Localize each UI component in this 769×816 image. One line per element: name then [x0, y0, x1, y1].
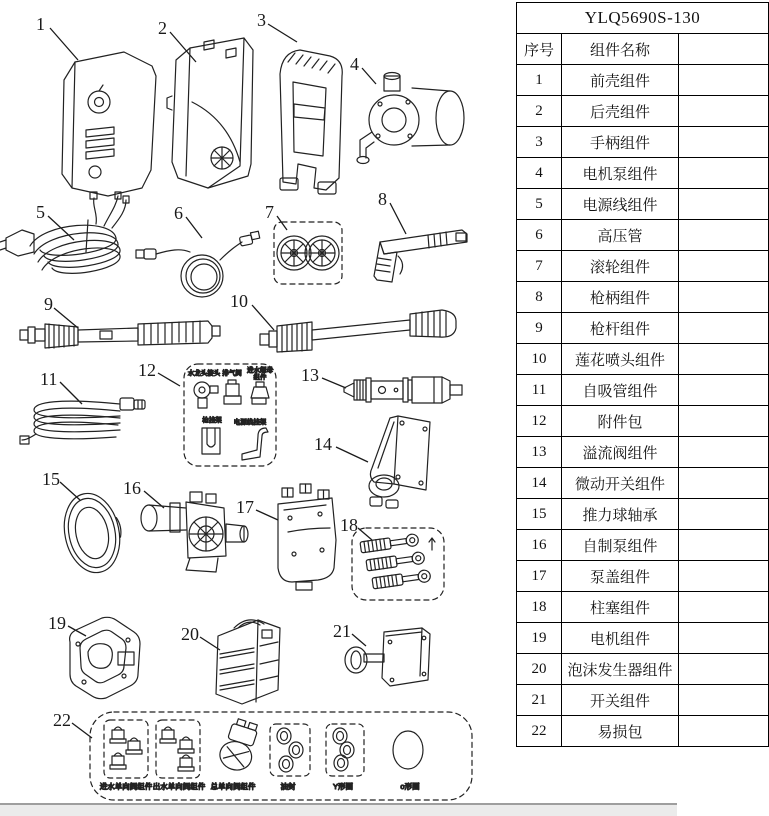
part-8-gun-handle-drawing — [374, 230, 467, 282]
col-header-index: 序号 — [517, 34, 562, 65]
row-num: 19 — [517, 623, 562, 654]
row-name: 推力球轴承 — [562, 499, 679, 530]
callout-20: 20 — [181, 624, 199, 644]
part-4-motor-pump-drawing — [357, 73, 464, 164]
row-name: 高压管 — [562, 220, 679, 251]
callout-22: 22 — [53, 710, 71, 730]
table-row — [517, 468, 769, 499]
row-name: 前壳组件 — [562, 65, 679, 96]
part-18-plungers-drawing — [352, 528, 444, 600]
row-name: 后壳组件 — [562, 96, 679, 127]
table-row — [517, 685, 769, 716]
row-num: 4 — [517, 158, 562, 189]
table-row — [517, 623, 769, 654]
row-num: 16 — [517, 530, 562, 561]
row-name: 枪柄组件 — [562, 282, 679, 313]
row-name: 开关组件 — [562, 685, 679, 716]
label-gun-holder: 枪挂架 — [202, 417, 222, 424]
row-name: 电机泵组件 — [562, 158, 679, 189]
part-6-high-pressure-hose-drawing — [136, 231, 260, 297]
table-row — [517, 65, 769, 96]
row-num: 5 — [517, 189, 562, 220]
callout-8: 8 — [378, 189, 387, 209]
table-row — [517, 189, 769, 220]
row-num: 14 — [517, 468, 562, 499]
row-name: 附件包 — [562, 406, 679, 437]
row-name: 泡沫发生器组件 — [562, 654, 679, 685]
callout-7: 7 — [265, 202, 274, 222]
row-num: 21 — [517, 685, 562, 716]
label-vent-valve: 排气阀 — [222, 370, 242, 377]
part-13-overflow-valve-drawing — [344, 377, 462, 403]
part-3-handle-drawing — [280, 50, 342, 194]
row-name: 电机组件 — [562, 623, 679, 654]
callout-9: 9 — [44, 294, 53, 314]
part-5-power-cord-drawing — [0, 192, 129, 273]
callout-2: 2 — [158, 18, 167, 38]
table-row — [517, 592, 769, 623]
callout-13: 13 — [301, 365, 319, 385]
row-num: 17 — [517, 561, 562, 592]
part-21-switch-drawing — [345, 628, 430, 686]
part-17-pump-cover-drawing — [278, 484, 336, 590]
part-12-accessory-pack-drawing — [184, 364, 276, 466]
table-row — [517, 654, 769, 685]
table-row — [517, 406, 769, 437]
table-row — [517, 716, 769, 747]
callout-5: 5 — [36, 202, 45, 222]
row-num: 22 — [517, 716, 562, 747]
table-row — [517, 251, 769, 282]
table-row — [517, 158, 769, 189]
part-1-front-shell-drawing — [62, 52, 156, 196]
callout-6: 6 — [174, 203, 183, 223]
callout-4: 4 — [350, 54, 359, 74]
table-header-row — [517, 34, 769, 65]
row-num: 18 — [517, 592, 562, 623]
col-header-name: 组件名称 — [562, 34, 679, 65]
row-num: 1 — [517, 65, 562, 96]
table-title: YLQ5690S-130 — [517, 3, 769, 34]
row-name: 自吸管组件 — [562, 375, 679, 406]
callout-19: 19 — [48, 613, 66, 633]
callout-14: 14 — [314, 434, 332, 454]
row-num: 2 — [517, 96, 562, 127]
part-9-gun-lance-drawing — [20, 321, 220, 348]
row-name: 微动开关组件 — [562, 468, 679, 499]
table-row — [517, 437, 769, 468]
table-row — [517, 530, 769, 561]
part-14-micro-switch-drawing — [369, 416, 430, 508]
table-row — [517, 499, 769, 530]
row-name: 泵盖组件 — [562, 561, 679, 592]
part-15-thrust-bearing-drawing — [57, 488, 128, 578]
row-num: 11 — [517, 375, 562, 406]
row-name: 枪杆组件 — [562, 313, 679, 344]
label-inlet-nut-2: 组件 — [253, 374, 267, 381]
callout-1: 1 — [36, 14, 45, 34]
part-2-rear-shell-drawing — [167, 38, 253, 188]
callout-10: 10 — [230, 291, 248, 311]
part-16-pump-assembly-drawing — [141, 492, 248, 572]
label-main-check-valve: 总单向阀组件 — [210, 782, 256, 791]
table-row — [517, 96, 769, 127]
row-num: 15 — [517, 499, 562, 530]
row-num: 9 — [517, 313, 562, 344]
callout-3: 3 — [257, 10, 266, 30]
table-row — [517, 220, 769, 251]
callout-16: 16 — [123, 478, 141, 498]
label-faucet-adapter: 水龙头接头 — [187, 370, 221, 377]
row-name: 易损包 — [562, 716, 679, 747]
label-o-ring: o形圈 — [400, 782, 420, 791]
label-outlet-check-valve: 出水单向阀组件 — [152, 782, 206, 791]
label-inlet-check-valve: 进水单向阀组件 — [99, 782, 153, 791]
row-name: 滚轮组件 — [562, 251, 679, 282]
table-row — [517, 561, 769, 592]
part-10-nozzle-lance-drawing — [260, 310, 456, 352]
table-row — [517, 127, 769, 158]
callout-17: 17 — [236, 497, 254, 517]
part-7-wheels-drawing — [274, 222, 342, 284]
row-num: 7 — [517, 251, 562, 282]
page-bottom-strip — [0, 803, 677, 816]
part-11-suction-hose-drawing — [20, 398, 145, 444]
row-num: 12 — [517, 406, 562, 437]
table-row — [517, 375, 769, 406]
row-num: 13 — [517, 437, 562, 468]
label-y-ring: Y形圈 — [332, 782, 354, 791]
row-num: 3 — [517, 127, 562, 158]
row-name: 自制泵组件 — [562, 530, 679, 561]
part-20-foam-generator-drawing — [216, 620, 280, 704]
row-name: 手柄组件 — [562, 127, 679, 158]
row-num: 8 — [517, 282, 562, 313]
callout-18: 18 — [340, 515, 358, 535]
row-num: 6 — [517, 220, 562, 251]
row-num: 20 — [517, 654, 562, 685]
row-name: 电源线组件 — [562, 189, 679, 220]
callout-12: 12 — [138, 360, 156, 380]
callout-21: 21 — [333, 621, 351, 641]
table-row — [517, 282, 769, 313]
label-cord-holder: 电源线挂架 — [233, 419, 267, 426]
callout-11: 11 — [40, 369, 58, 389]
part-19-motor-drawing — [70, 617, 140, 698]
callout-15: 15 — [42, 469, 60, 489]
table-row — [517, 344, 769, 375]
part-22-wear-pack-drawing — [90, 712, 472, 800]
table-row — [517, 313, 769, 344]
table-title-row — [517, 3, 769, 34]
label-oil-seal: 油封 — [280, 782, 296, 791]
row-name: 柱塞组件 — [562, 592, 679, 623]
row-num: 10 — [517, 344, 562, 375]
row-name: 莲花喷头组件 — [562, 344, 679, 375]
parts-table — [516, 2, 769, 747]
row-name: 溢流阀组件 — [562, 437, 679, 468]
label-inlet-nut-1: 进水螺母 — [247, 367, 273, 374]
